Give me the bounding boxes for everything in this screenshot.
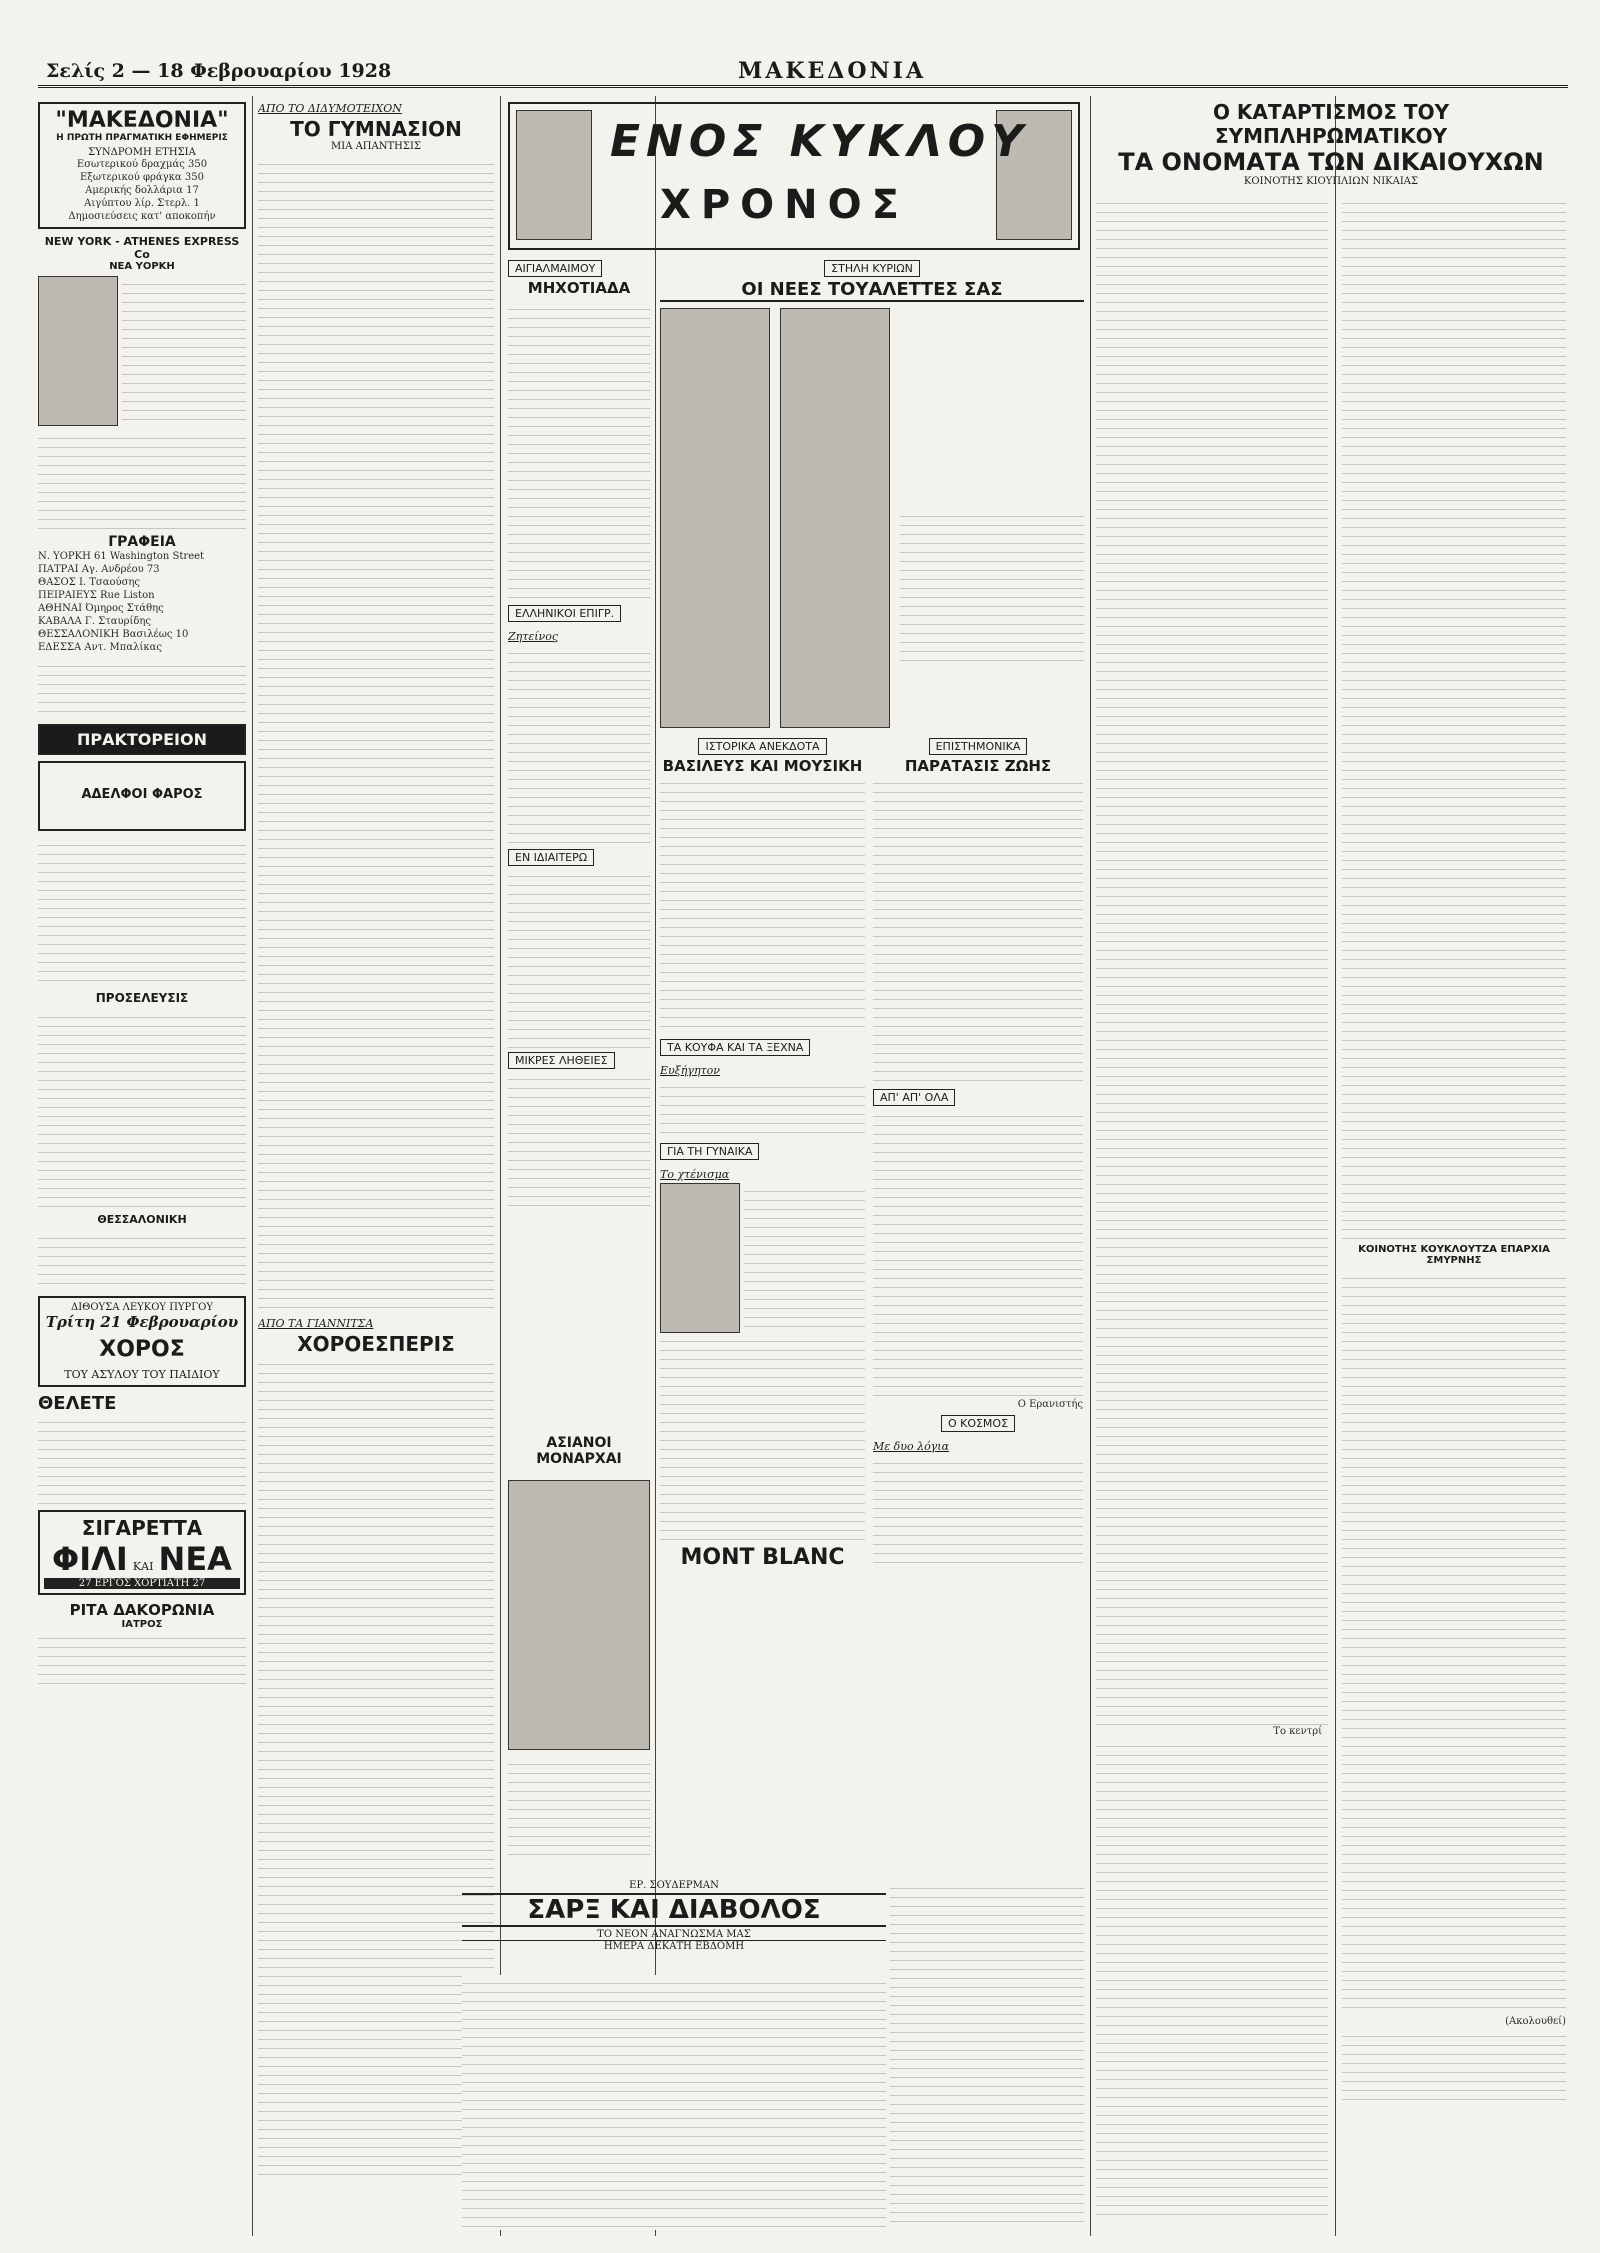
article-headline: ΟΙ ΝΕΕΣ ΤΟΥΑΛΕΤΤΕΣ ΣΑΣ	[660, 279, 1084, 302]
column-three	[508, 256, 650, 1446]
rates-heading: ΣΥΝΔΡΟΜΗ ΕΤΗΣΙΑ	[88, 147, 196, 158]
subscription-box	[38, 102, 246, 229]
section-tag: ΕΠΙΣΤΗΜΟΝΙΚΑ	[929, 738, 1028, 755]
mont-blanc-ad: MONT BLANC	[680, 1545, 845, 1570]
fashion-figure	[660, 308, 770, 728]
section-tag: ΙΣΤΟΡΙΚΑ ΑΝΕΚΔΟΤΑ	[698, 738, 826, 755]
section-tag: ΜΙΚΡΕΣ ΛΗΘΕΙΕΣ	[508, 1052, 615, 1069]
dance-subtitle: ΤΟΥ ΑΣΥΛΟΥ ΤΟΥ ΠΑΙΔΙΟΥ	[64, 1368, 220, 1381]
banner-figure	[516, 110, 592, 240]
serial-author: ΕΡ. ΣΟΥΔΕΡΜΑΝ	[629, 1880, 719, 1891]
dance-ad	[38, 1296, 246, 1387]
banner-illustration	[508, 102, 1080, 250]
article-body	[258, 156, 494, 1311]
office-line: ΕΔΕΣΣΑ Αντ. Μπαλίκας	[38, 642, 162, 653]
article-body	[508, 1071, 650, 1211]
column-three-bottom	[508, 1480, 650, 1860]
text-block	[122, 276, 246, 426]
article-kicker: ΑΠΟ ΤΑ ΓΙΑΝΝΙΤΣΑ	[258, 1317, 374, 1330]
article-body	[508, 868, 650, 1048]
offices-title: ΓΡΑΦΕΙΑ	[108, 534, 176, 550]
doctor-name: ΡΙΤΑ ΔΑΚΟΡΩΝΙΑ	[69, 1601, 215, 1619]
cigarette-ad	[38, 1510, 246, 1595]
article-body	[660, 775, 865, 1035]
ny-express-title: NEW YORK - ATHENES EXPRESS Co	[44, 235, 240, 261]
doctor-title: ΙΑΤΡΟΣ	[121, 1619, 163, 1630]
article-body	[258, 1356, 494, 2176]
article-body	[660, 1079, 865, 1139]
article-subhead: ΚΟΙΝΟΤΗΣ ΚΙΟΥΠΛΙΩΝ ΝΙΚΑΙΑΣ	[1243, 176, 1419, 187]
banner-word: ΕΝΟΣ ΚΥΚΛΟΥ	[610, 116, 1030, 167]
article-headline: ΧΟΡΟΕΣΠΕΡΙΣ	[297, 1332, 455, 1356]
serial-title: ΣΑΡΞ ΚΑΙ ΔΙΑΒΟΛΟΣ	[462, 1893, 886, 1927]
article-kicker: Ευξήγητον	[660, 1064, 720, 1077]
text-block	[38, 1230, 246, 1290]
subscription-subtitle: Η ΠΡΩΤΗ ΠΡΑΓΜΑΤΙΚΗ ΕΦΗΜΕΡΙΣ	[56, 133, 228, 143]
fashion-figure	[780, 308, 890, 728]
section-tag: ΤΑ ΚΟΥΦΑ ΚΑΙ ΤΑ ΞΕΧΝΑ	[660, 1039, 810, 1056]
article-body	[873, 1108, 1083, 1398]
office-line: ΘΕΣΣΑΛΟΝΙΚΗ Βασιλέως 10	[38, 629, 189, 640]
article-kicker: Με δυο λόγια	[873, 1440, 950, 1453]
monarch-portrait	[508, 1480, 650, 1750]
ads-column	[38, 96, 246, 2236]
cigarette-brand-a: ΦΙΛΙ	[52, 1540, 128, 1578]
thessaloniki-heading: ΘΕΣΣΑΛΟΝΙΚΗ	[97, 1213, 187, 1226]
dance-title: ΧΟΡΟΣ	[99, 1337, 185, 1362]
signature: Το κεντρί	[1273, 1726, 1322, 1737]
article-body	[508, 645, 650, 845]
column-rule	[252, 96, 253, 2236]
text-block	[38, 1414, 246, 1504]
rate-line: Αμερικής δολλάρια 17	[85, 185, 199, 196]
office-line: Ν. ΥΟΡΚΗ 61 Washington Street	[38, 551, 205, 562]
theleite-heading: ΘΕΛΕΤΕ	[38, 1393, 117, 1414]
article-body	[744, 1183, 865, 1333]
cigarette-top: ΣΙΓΑΡΕΤΤΑ	[81, 1516, 203, 1540]
names-header	[1096, 100, 1566, 190]
column-rule	[1335, 96, 1336, 2236]
article-body	[873, 775, 1083, 1085]
gymnasium-column	[258, 96, 494, 2236]
article-headline: ΜΗΧΟΤΙΑΔΑ	[527, 279, 631, 297]
text-block	[1342, 2028, 1566, 2108]
article-kicker: ΑΠΟ ΤΟ ΔΙΔΥΜΟΤΕΙΧΟΝ	[258, 102, 402, 115]
agency-name: ΑΔΕΛΦΟΙ ΦΑΡΟΣ	[81, 787, 203, 802]
serial-body	[462, 1975, 886, 2230]
rate-line: Εξωτερικού φράγκα 350	[80, 172, 204, 183]
rate-line: Αιγύπτου λίρ. Στερλ. 1	[84, 198, 200, 209]
cigarette-brand-b: ΝΕΑ	[158, 1540, 232, 1578]
text-block	[38, 837, 246, 987]
names-list	[1096, 1738, 1328, 2218]
article-subhead: ΚΟΙΝΟΤΗΣ ΚΟΥΚΛΟΥΤΖΑ ΕΠΑΡΧΙΑ ΣΜΥΡΝΗΣ	[1358, 1244, 1550, 1266]
article-subhead: ΜΙΑ ΑΠΑΝΤΗΣΙΣ	[331, 141, 421, 152]
text-block	[38, 1009, 246, 1209]
names-column-left	[1096, 195, 1328, 2235]
text-block	[38, 430, 246, 530]
signature: Ο Ερανιστής	[1017, 1399, 1083, 1410]
serial-body	[890, 1880, 1084, 2230]
article-headline: Ο ΚΑΤΑΡΤΙΣΜΟΣ ΤΟΥ ΣΥΜΠΛΗΡΩΜΑΤΙΚΟΥ	[1212, 100, 1450, 148]
article-headline: ΒΑΣΙΛΕΥΣ ΚΑΙ ΜΟΥΣΙΚΗ	[662, 757, 863, 775]
ship-illustration	[38, 276, 118, 426]
office-line: ΠΑΤΡΑΙ Αγ. Ανδρέου 73	[38, 564, 160, 575]
names-list	[1342, 195, 1566, 1240]
ny-express-subtitle: ΝΕΑ ΥΟΡΚΗ	[109, 261, 175, 272]
column-rule	[1090, 96, 1091, 2236]
dance-venue: ΔΙΘΟΥΣΑ ΛΕΥΚΟΥ ΠΥΡΓΟΥ	[70, 1302, 213, 1313]
office-line: ΚΑΒΑΛΑ Γ. Σταυρίδης	[38, 616, 152, 627]
article-headline: ΤΑ ΟΝΟΜΑΤΑ ΤΩΝ ΔΙΚΑΙΟΥΧΩΝ	[1118, 148, 1544, 176]
agency-logo	[38, 761, 246, 831]
serial-header	[462, 1880, 886, 1970]
article-headline: ΠΑΡΑΤΑΣΙΣ ΖΩΗΣ	[904, 757, 1052, 775]
subscription-note: Δημοσιεύσεις κατ' αποκοπήν	[68, 211, 216, 222]
article-headline: ΑΣΙΑΝΟΙ ΜΟΝΑΡΧΑΙ	[536, 1435, 622, 1467]
office-line: ΘΑΣΟΣ Ι. Τσαούσης	[38, 577, 141, 588]
column-four	[660, 256, 1084, 1856]
agency-title: ΠΡΑΚΤΟΡΕΙΟΝ	[76, 730, 207, 749]
article-headline: ΤΟ ΓΥΜΝΑΣΙΟΝ	[290, 117, 462, 141]
hairstyle-photo	[660, 1183, 740, 1333]
cigarette-and: ΚΑΙ	[132, 1560, 154, 1573]
proseleusis-heading: ΠΡΟΣΕΛΕΥΣΙΣ	[95, 991, 189, 1005]
banner-word: ΧΡΟΝΟΣ	[660, 182, 909, 228]
section-tag: ΣΤΗΛΗ ΚΥΡΙΩΝ	[824, 260, 920, 277]
page-date: Σελίς 2 — 18 Φεβρουαρίου 1928	[46, 60, 392, 82]
section-tag: ΑΙΓΙΑΛΜΑΙΜΟΥ	[508, 260, 602, 277]
names-list	[1096, 195, 1328, 1725]
office-line: ΑΘΗΝΑΙ Όμηρος Στάθης	[38, 603, 164, 614]
section-tag: ΕΛΛΗΝΙΚΟΙ ΕΠΙΓΡ.	[508, 605, 621, 622]
monarchs-head	[508, 1435, 650, 1481]
masthead	[38, 58, 1568, 88]
caption-body	[508, 1756, 650, 1856]
article-kicker: Το χτένισμα	[660, 1168, 730, 1181]
article-body	[660, 1333, 865, 1543]
serial-day: ΗΜΕΡΑ ΔΕΚΑΤΗ ΕΒΔΟΜΗ	[462, 1940, 886, 1952]
newspaper-name: ΜΑΚΕΔΟΝΙΑ	[738, 58, 927, 84]
cigarette-price: 27 ΕΡΓΟΣ ΧΟΡΤΙΑΤΗ 27	[44, 1578, 240, 1589]
agency-box	[38, 724, 246, 755]
continued-note: (Ακολουθεί)	[1505, 2016, 1566, 2027]
names-column-right	[1342, 195, 1566, 2235]
serial-subtitle: ΤΟ ΝΕΟΝ ΑΝΑΓΝΩΣΜΑ ΜΑΣ	[597, 1929, 751, 1940]
dance-date: Τρίτη 21 Φεβρουαρίου	[45, 1313, 239, 1331]
section-tag: ΕΝ ΙΔΙΑΙΤΕΡΩ	[508, 849, 594, 866]
rate-line: Εσωτερικού δραχμάς 350	[76, 159, 208, 170]
article-body	[900, 508, 1084, 668]
article-body	[508, 301, 650, 601]
text-block	[38, 1630, 246, 1690]
article-body	[873, 1455, 1083, 1565]
office-line: ΠΕΙΡΑΙΕΥΣ Rue Liston	[38, 590, 155, 601]
text-block	[38, 658, 246, 718]
article-kicker: Ζητείνος	[508, 630, 559, 643]
section-tag: ΑΠ' ΑΠ' ΟΛΑ	[873, 1089, 955, 1106]
names-list	[1342, 1270, 1566, 2015]
subscription-title: "ΜΑΚΕΔΟΝΙΑ"	[55, 108, 229, 133]
section-tag: ΓΙΑ ΤΗ ΓΥΝΑΙΚΑ	[660, 1143, 759, 1160]
section-tag: Ο ΚΟΣΜΟΣ	[941, 1415, 1015, 1432]
